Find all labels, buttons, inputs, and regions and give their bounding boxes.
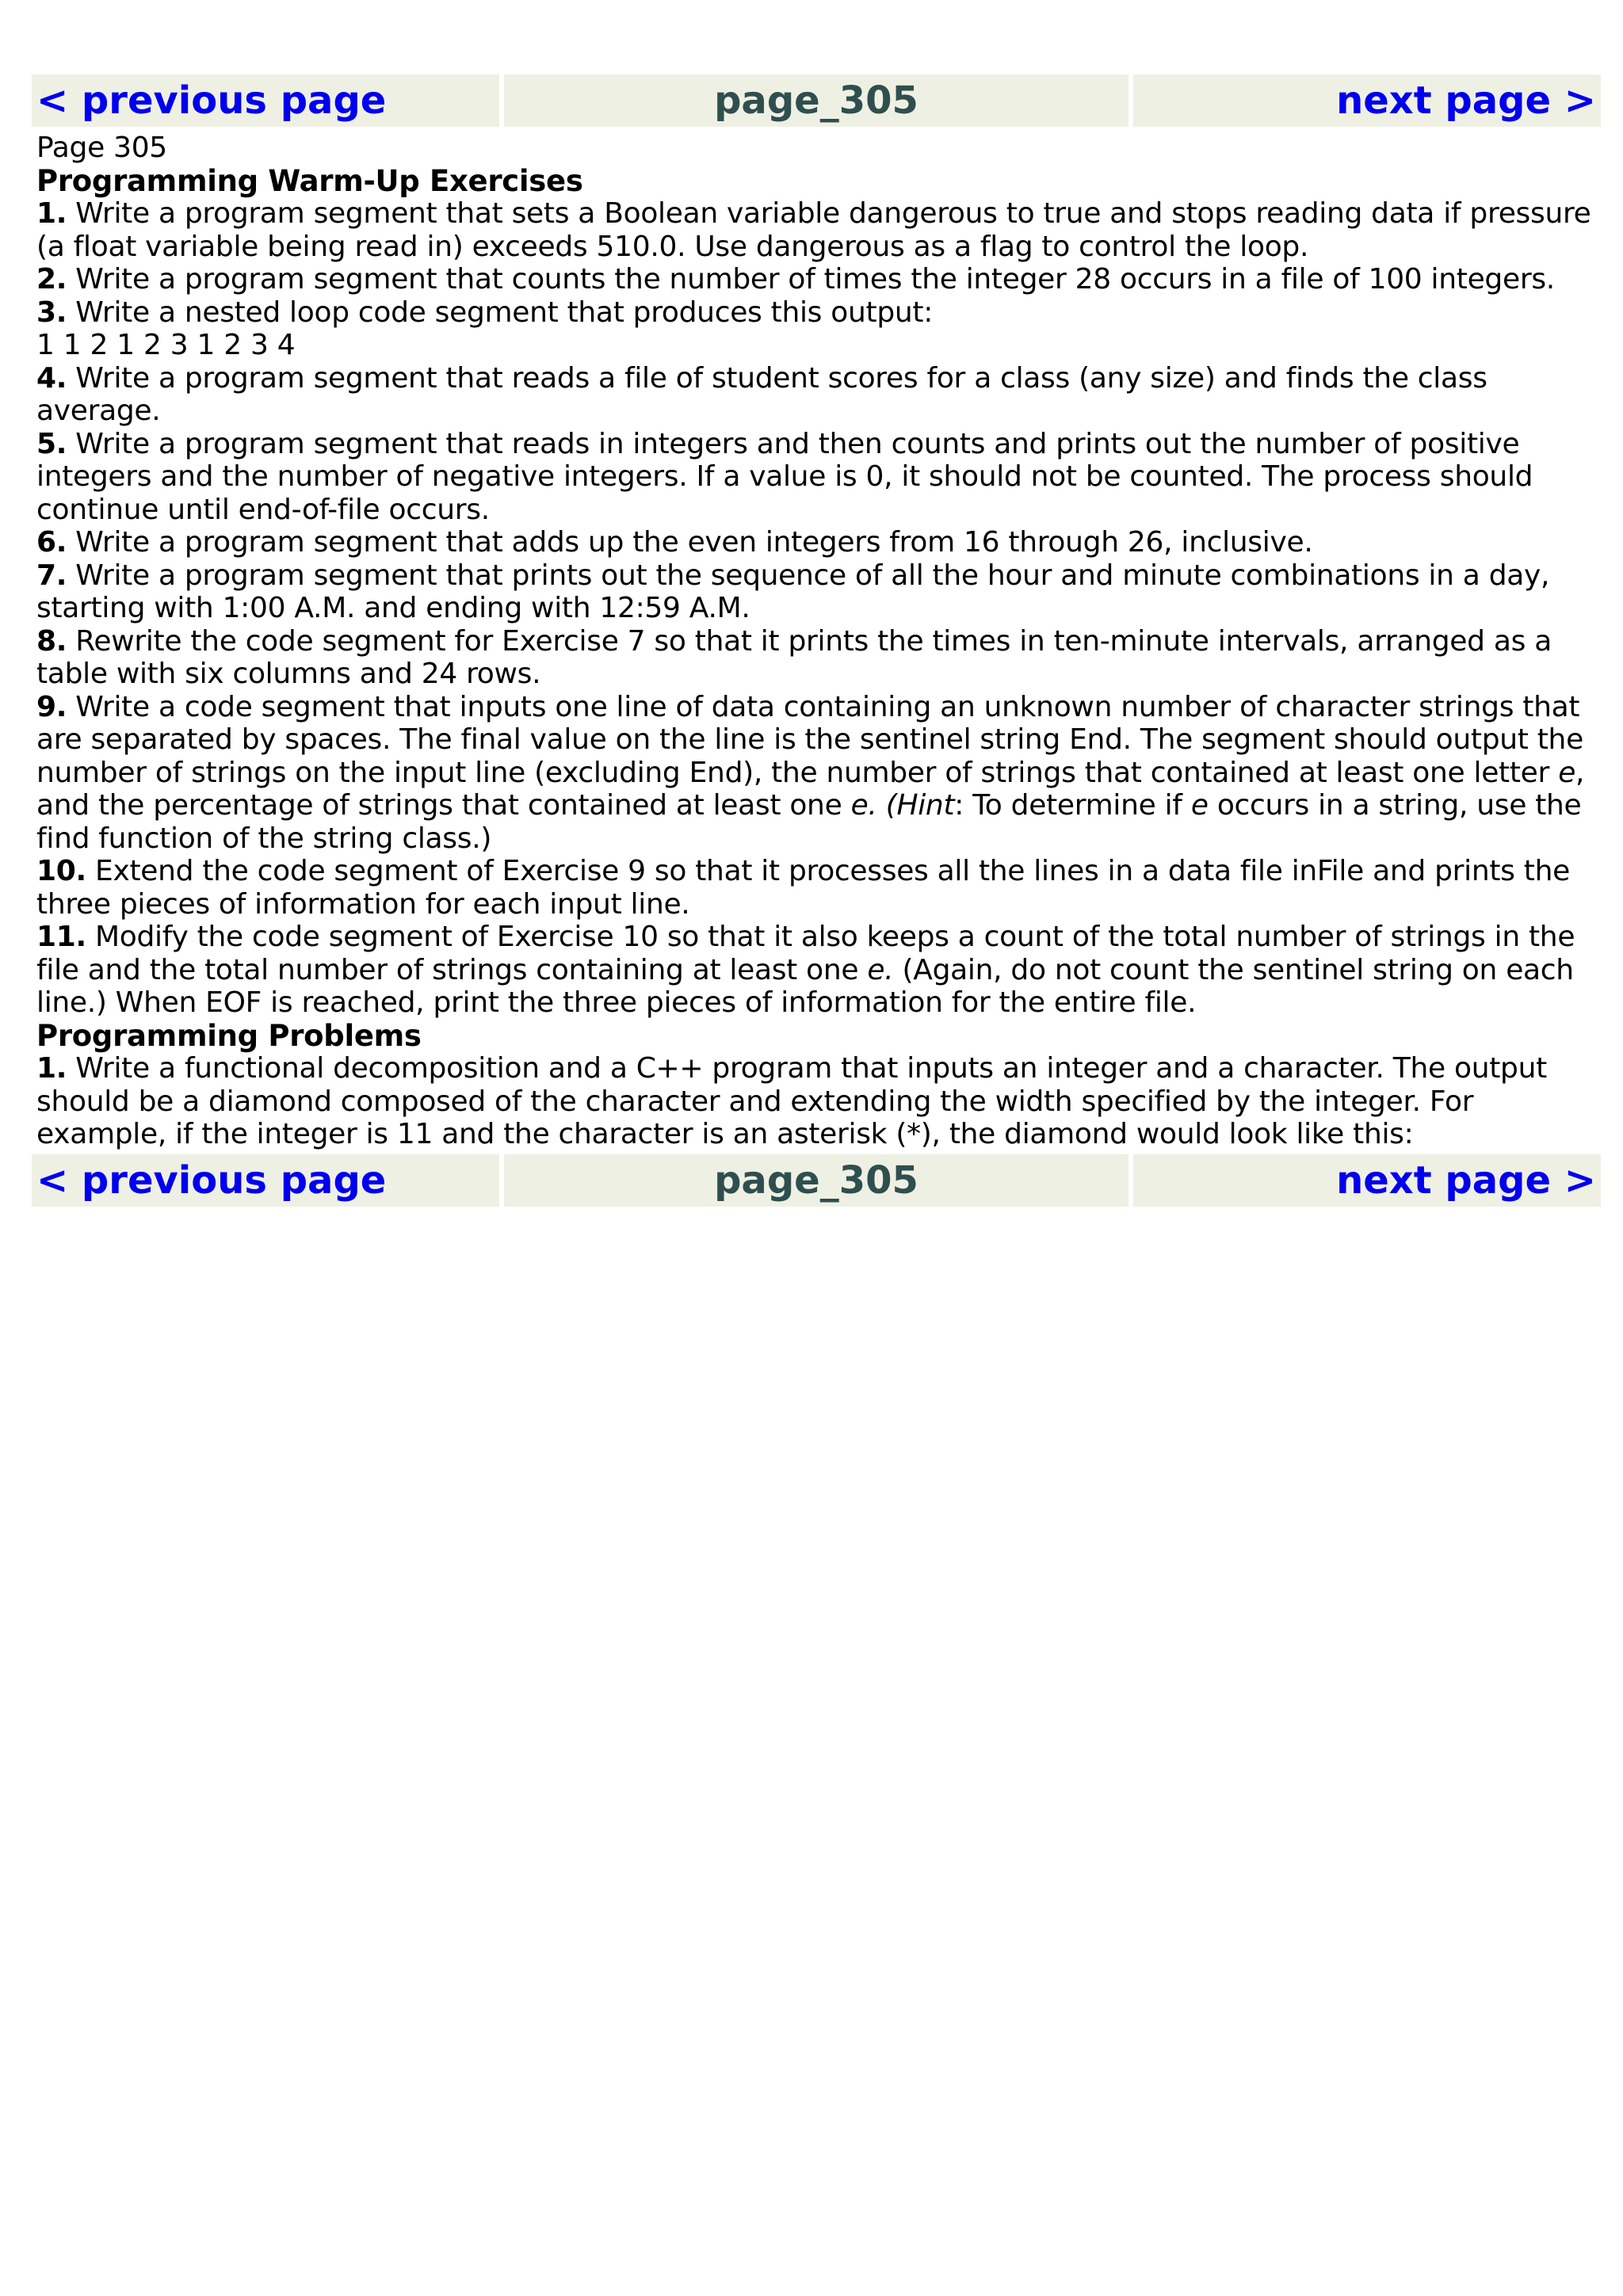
exercise-7 xyxy=(36,559,1596,625)
page-number-text: Page 305 xyxy=(36,132,167,164)
exercise-6 xyxy=(36,526,1596,559)
problem-1 xyxy=(36,1052,1596,1151)
exercise-text: Write a program segment that counts the number of times the integer 28 occurs in a file of 100 integers. xyxy=(67,263,1555,296)
exercise-text: Write a program segment that reads in integers and then counts and prints out the number of positive integers and the number of negative integers. If a value is 0, it should not be counted. The process should continue until end-of-file occurs. xyxy=(36,427,1533,526)
exercise-number: 5. xyxy=(36,427,67,460)
exercise-text: Write a program segment that sets a Boolean variable dangerous to true and stops reading data if pressure (a float variable being read in) exceeds 510.0. Use dangerous as a flag to control the loop. xyxy=(36,197,1591,263)
exercise-text: : To determine if xyxy=(954,789,1191,822)
exercise-number: 4. xyxy=(36,361,67,395)
exercise-2 xyxy=(36,263,1596,296)
exercise-3 xyxy=(36,296,1596,330)
exercise-number: 8. xyxy=(36,624,67,658)
exercise-9 xyxy=(36,691,1596,856)
exercise-text: Modify the code segment of Exercise 10 so that it also keeps a count of the total number of strings in the file and the total number of strings containing at least one xyxy=(36,921,1575,986)
exercise-text: occurs in a string, use the find function of the string class.) xyxy=(36,789,1582,855)
exercise-number: 1. xyxy=(36,197,67,230)
exercise-number: 7. xyxy=(36,559,67,592)
next-page-link[interactable]: next page > xyxy=(1133,1154,1601,1207)
exercise-5 xyxy=(36,428,1596,527)
exercise-number: 2. xyxy=(36,263,67,296)
problem-number: 1. xyxy=(36,1052,67,1085)
exercise-text: Extend the code segment of Exercise 9 so that it processes all the lines in a data file inFile and prints the three pieces of information for each input line. xyxy=(36,855,1570,921)
warmup-heading: Programming Warm-Up Exercises xyxy=(36,163,583,198)
exercise-1 xyxy=(36,197,1596,263)
exercise-number: 11. xyxy=(36,921,86,953)
page-container xyxy=(32,74,1601,1207)
exercise-8 xyxy=(36,625,1596,691)
next-page-link[interactable]: next page > xyxy=(1133,74,1601,127)
exercise-text: Write a code segment that inputs one line of data containing an unknown number of character strings that are separated by spaces. The final value on the line is the sentinel string End. The segment should output the number of strings on the input line (excluding End), the number of strings that contained at least one letter xyxy=(36,690,1583,789)
exercise-number: 9. xyxy=(36,690,67,723)
exercise-emphasis: e. xyxy=(867,953,894,986)
exercise-text: Write a program segment that prints out the sequence of all the hour and minute combinations in a day, starting with 1:00 A.M. and ending with 12:59 A.M. xyxy=(36,559,1550,624)
exercise-text: Rewrite the code segment for Exercise 7 so that it prints the times in ten-minute intervals, arranged as a table with six columns and 24 rows. xyxy=(36,624,1552,690)
page-indicator: page_305 xyxy=(504,1154,1128,1207)
exercise-text: Write a program segment that reads a file of student scores for a class (any size) and finds the class average. xyxy=(36,361,1487,427)
bottom-navigation-bar xyxy=(32,1154,1601,1207)
exercise-text: , and the percentage of strings that contained at least one xyxy=(36,756,1585,822)
exercise-10 xyxy=(36,855,1596,921)
exercise-4 xyxy=(36,362,1596,428)
previous-page-link[interactable]: < previous page xyxy=(32,74,499,127)
problem-text: Write a functional decomposition and a C++ program that inputs an integer and a character. The output should be a diamond composed of the character and extending the width specified by the integer. For example, if the integer is 11 and the character is an asterisk (*), the diamond would look like this: xyxy=(36,1052,1547,1150)
exercise-text: Write a program segment that adds up the even integers from 16 through 26, inclusive. xyxy=(67,526,1313,559)
exercise-number: 10. xyxy=(36,855,86,887)
exercise-text: Write a nested loop code segment that produces this output: xyxy=(67,296,934,329)
exercise-text: (Again, do not count the sentinel string on each line.) When EOF is reached, print the three pieces of information for the entire file. xyxy=(36,953,1574,1019)
previous-page-link[interactable]: < previous page xyxy=(32,1154,499,1207)
exercise-3-output: 1 1 2 1 2 3 1 2 3 4 xyxy=(36,329,296,361)
page-content xyxy=(32,127,1601,1151)
exercise-emphasis: e xyxy=(1190,789,1209,822)
exercise-number: 3. xyxy=(36,296,67,329)
problems-heading: Programming Problems xyxy=(36,1018,422,1053)
page-indicator: page_305 xyxy=(504,74,1128,127)
exercise-emphasis: e. (Hint xyxy=(850,789,955,822)
top-navigation-bar xyxy=(32,74,1601,127)
exercise-number: 6. xyxy=(36,526,67,559)
exercise-emphasis: e xyxy=(1558,756,1576,789)
exercise-11 xyxy=(36,921,1596,1020)
